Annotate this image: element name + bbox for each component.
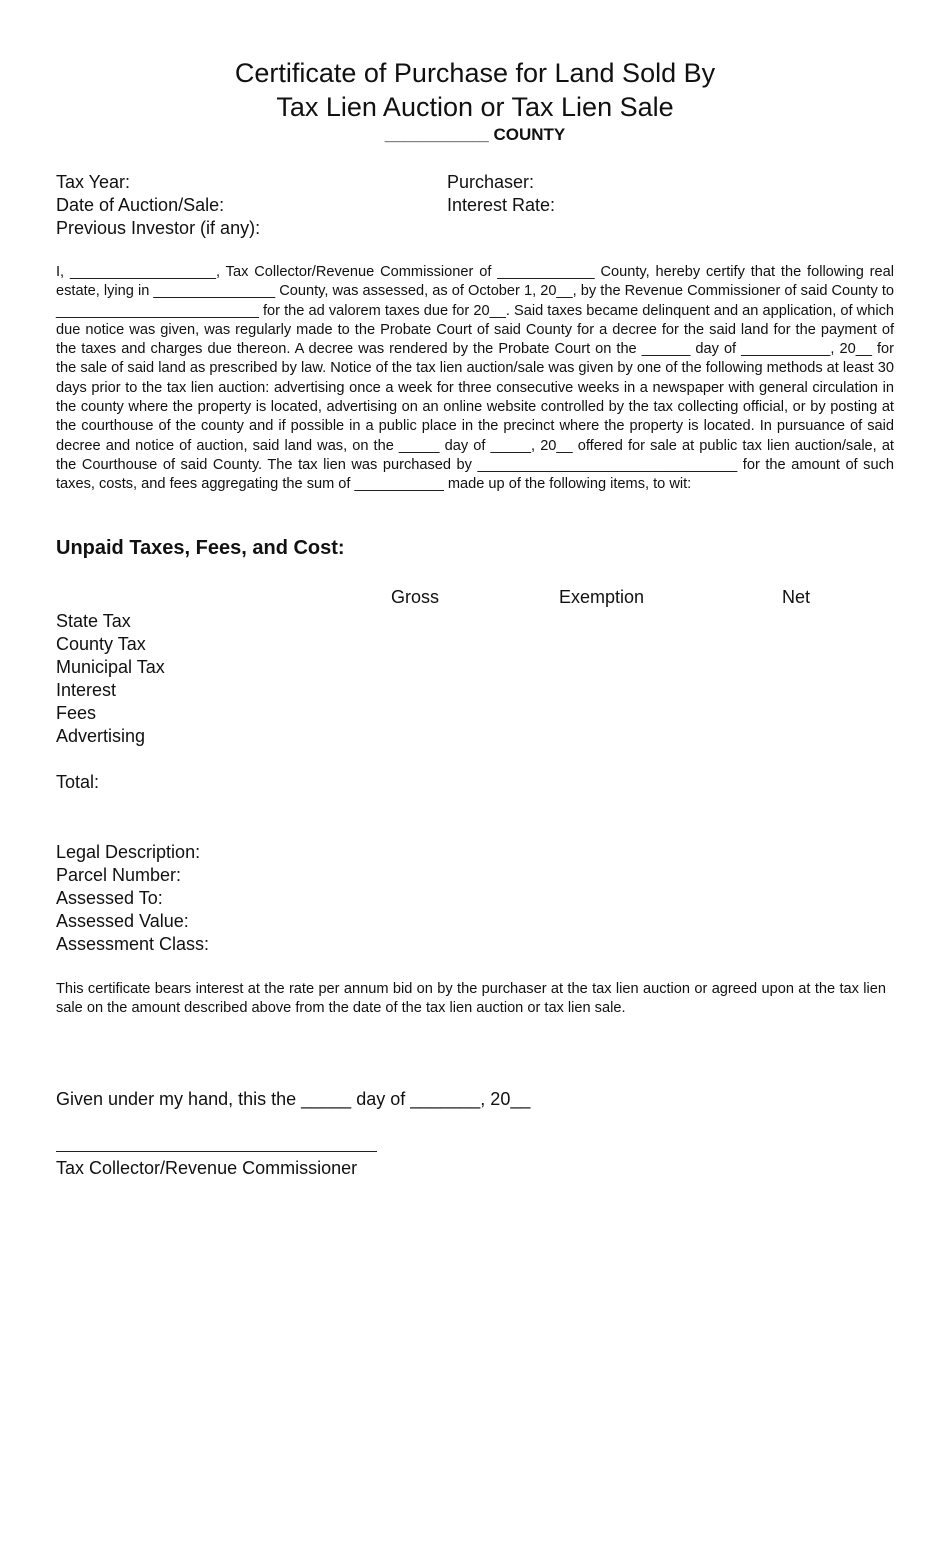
row-interest: Interest — [56, 680, 117, 700]
given-under-hand-line: Given under my hand, this the _____ day of _______, 20__ — [56, 1089, 531, 1109]
purchaser-label: Purchaser: — [447, 172, 535, 192]
column-net: Net — [782, 587, 811, 607]
legal-description-label: Legal Description: — [56, 842, 201, 862]
column-exemption: Exemption — [559, 587, 645, 607]
assessment-class-label: Assessment Class: — [56, 934, 210, 954]
county-line: ___________ COUNTY — [384, 125, 566, 144]
assessed-to-label: Assessed To: — [56, 888, 163, 908]
previous-investor-label: Previous Investor (if any): — [56, 218, 261, 238]
row-county-tax: County Tax — [56, 634, 146, 654]
date-of-auction-label: Date of Auction/Sale: — [56, 195, 225, 215]
interest-paragraph: This certificate bears interest at the rate per annum bid on by the purchaser at the tax lien auction or agreed upon at the tax lien sale on the amount described above from the date of the tax lien auction or tax lien sale. — [56, 981, 886, 1017]
certification-paragraph: I, __________________, Tax Collector/Revenue Commissioner of ____________ County, hereby certify that the following real estate, lying in _______________ County, was assessed, as of October 1, 20__, by the Revenue Commissioner of said County to _________________________ for the ad valorem taxes due for 20__. Said taxes became delinquent and an application, of which due notice was given, was regularly made to the Probate Court of said County for a decree for the said land for the payment of the taxes and charges due thereon. A decree was rendered by the Probate Court on the ______ day of ___________, 20__ for the sale of said land as prescribed by law. Notice of the tax lien auction/sale was given by one of the following methods at least 30 days prior to the tax lien auction: advertising once a week for three consecutive weeks in a newspaper with general circulation in the county where the property is located, advertising on an online website controlled by the tax collecting official, or by posting at the courthouse of the county and if possible in a public place in the precinct where the property is located. In pursuance of said decree and notice of auction, said land was, on the _____ day of _____, 20__ offered for sale at public tax lien auction/sale, at the Courthouse of said County. The tax lien was purchased by ________________________________ for the amount of such taxes, costs, and fees aggregating the sum of ___________ made up of the following items, to wit: — [56, 264, 895, 493]
title-line-2: Tax Lien Auction or Tax Lien Sale — [276, 92, 674, 122]
assessed-value-label: Assessed Value: — [56, 911, 189, 931]
row-municipal-tax: Municipal Tax — [56, 657, 165, 677]
row-fees: Fees — [56, 703, 97, 723]
parcel-number-label: Parcel Number: — [56, 865, 182, 885]
row-advertising: Advertising — [56, 726, 146, 746]
unpaid-section-heading: Unpaid Taxes, Fees, and Cost: — [56, 537, 345, 559]
signature-label: Tax Collector/Revenue Commissioner — [56, 1158, 358, 1178]
interest-rate-label: Interest Rate: — [447, 195, 556, 215]
row-state-tax: State Tax — [56, 611, 131, 631]
signature-line — [56, 1151, 377, 1152]
total-label: Total: — [56, 772, 100, 792]
tax-year-label: Tax Year: — [56, 172, 131, 192]
title-line-1: Certificate of Purchase for Land Sold By — [234, 58, 716, 88]
column-gross: Gross — [391, 587, 440, 607]
